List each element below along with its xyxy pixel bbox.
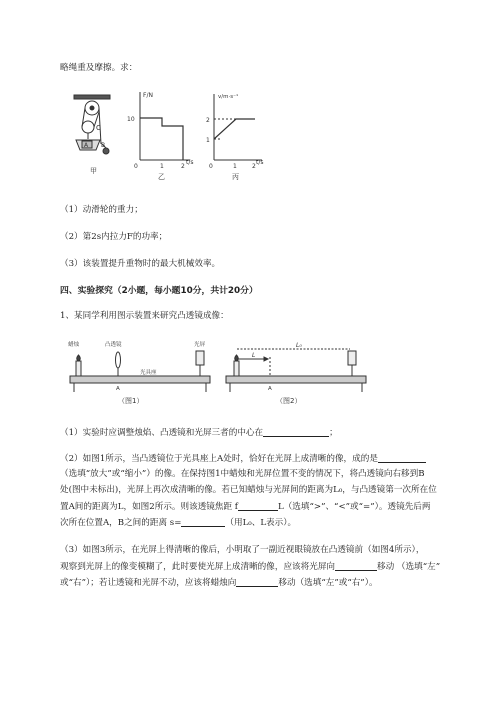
graph2-xlabel: t/s [256, 159, 264, 166]
fig2-label-l0: L₀ [296, 342, 302, 349]
graph1-caption: 乙 [158, 173, 165, 181]
q3-text-2b: 移动 （选填“左” [377, 562, 441, 572]
bench-figures [0, 335, 500, 410]
fig1-label-candle: 蜡烛 [68, 342, 80, 348]
fig2-label-l: L [252, 352, 256, 359]
graph2-ylabel: v/m·s⁻¹ [218, 94, 239, 100]
q2-blank-3[interactable] [181, 517, 225, 527]
question-1-1: （1）动滑轮的重力； [60, 205, 143, 215]
pulley-caption: 甲 [90, 167, 97, 175]
fig2-caption: （图2） [276, 397, 302, 405]
q3-blank-2[interactable] [236, 577, 278, 587]
graph1-xtick-1: 1 [160, 163, 164, 170]
label-b: B [101, 142, 106, 149]
graph2-xtick-0: 0 [209, 163, 213, 170]
q2-line-5 [60, 517, 296, 529]
q1-blank[interactable] [263, 427, 329, 437]
fig1-label-screen: 光屏 [194, 342, 206, 348]
section-title: 四、实验探究（2小题，每小题10分，共计20分） [60, 286, 258, 296]
intro-text: 略绳重及摩擦。求： [60, 63, 138, 73]
q2-text-5a: 次所在位置A，B之间的距离 s= [60, 518, 182, 528]
q2-line-2: （选填“放大”或“缩小”）的像。在保持图1中蜡烛和光屏位置不变的情况下，将凸透镜向右移到B [60, 469, 425, 479]
graph2-ytick-2: 2 [206, 117, 210, 124]
graph1-ytick: 10 [127, 116, 135, 123]
fig1-label-lens: 凸透镜 [105, 342, 122, 348]
q2-line-3: 处(图中未标出)，光屏上再次成清晰的像。若已知蜡烛与光屏间的距离为L₀，与凸透镜第一次所在位 [60, 485, 437, 495]
q2-line-1 [60, 453, 426, 465]
q3-text-3a: 或“右”）；若让透镜和光屏不动，应该将蜡烛向 [60, 578, 237, 588]
q2-text-1: （2）如图1所示，当凸透镜位于光具座上A处时，恰好在光屏上成清晰的像，成的是 [60, 454, 378, 464]
problem1-intro: 1、某同学利用图示装置来研究凸透镜成像： [60, 311, 229, 321]
q1-end: ； [329, 428, 338, 438]
q1-line [60, 427, 338, 439]
graph1-xlabel: t/s [186, 159, 194, 166]
q2-line-4 [60, 501, 430, 513]
fig1-label-bench: 光具座 [140, 370, 157, 376]
q2-text-4a: 置A间的距离为L，如图2所示。则该透镜焦距 f [60, 502, 238, 512]
q2-text-5b: （用L₀、L表示）。 [225, 518, 297, 528]
label-c: C [96, 124, 101, 132]
graph1-xtick-0: 0 [134, 163, 138, 170]
fig1-caption: （图1） [118, 397, 144, 405]
q3-blank-1[interactable] [335, 561, 377, 571]
question-1-2: （2）第2s内拉力F的功率； [60, 232, 168, 242]
q1-text: （1）实验时应调整烛焰、凸透镜和光屏三者的中心在 [60, 428, 264, 438]
velocity-time-graph [214, 94, 262, 160]
graph1-xtick-2: 2 [181, 163, 185, 170]
q3-line-3 [60, 577, 378, 589]
graph2-ytick-1: 1 [206, 137, 210, 144]
graph1-ylabel: F/N [143, 92, 153, 99]
q3-line-1: （3）如图3所示，在光屏上得清晰的像后，小明取了一副近视眼镜放在凸透镜前（如图4所示）， [60, 545, 425, 555]
graph2-xtick-1: 1 [233, 163, 237, 170]
q3-line-2 [60, 561, 440, 573]
q3-text-3b: 移动（选填“左”或“右”）。 [278, 578, 378, 588]
fig2-bench [226, 349, 366, 392]
q2-blank-2[interactable] [238, 501, 278, 511]
fig1-point-a: A [116, 386, 120, 392]
fig2-point-a: A [268, 386, 272, 392]
force-time-graph [140, 92, 190, 160]
q3-text-2a: 观察到光屏上的像变模糊了，此时要使光屏上成清晰的像，应该将光屏向 [60, 562, 336, 572]
graph2-xtick-2: 2 [252, 163, 256, 170]
label-a: A [84, 142, 89, 149]
q2-text-4b: L（选填“>”、“<”或“=”）。透镜先后两 [277, 502, 431, 512]
q2-blank-1[interactable] [378, 453, 426, 463]
top-figures [0, 82, 500, 182]
graph2-caption: 丙 [232, 173, 239, 181]
question-1-3: （3）该装置提升重物时的最大机械效率。 [60, 259, 221, 269]
